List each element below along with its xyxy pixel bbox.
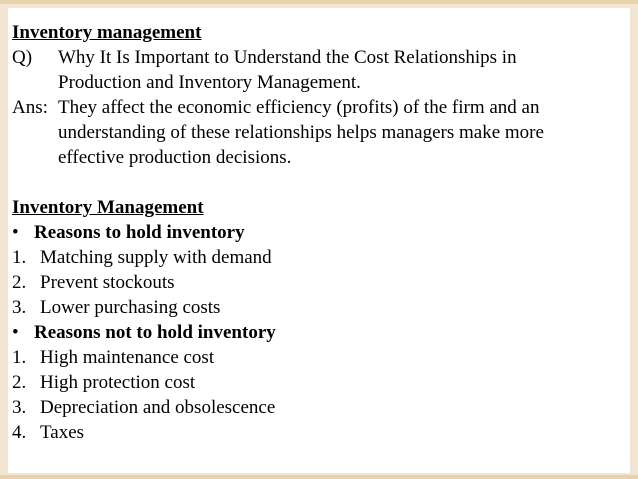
question-line-1: Why It Is Important to Understand the Cost Relationships in	[58, 47, 517, 68]
bullet-reasons-to-hold	[12, 220, 622, 245]
list-item-text: Prevent stockouts	[40, 272, 175, 293]
list-item-text: Taxes	[40, 422, 85, 443]
list-item-number: 3.	[12, 297, 27, 318]
list-item	[12, 370, 622, 395]
heading-inventory-management-2: Inventory Management	[12, 197, 204, 218]
list-item-text: High protection cost	[40, 372, 196, 393]
heading-inventory-management: Inventory management	[12, 22, 202, 43]
list-item-number: 2.	[12, 272, 27, 293]
answer-line-2: understanding of these relationships helps managers make more	[58, 122, 544, 143]
answer-block	[12, 95, 622, 170]
slide	[8, 8, 630, 473]
question-tag: Q)	[12, 47, 33, 68]
list-item-number: 2.	[12, 372, 27, 393]
list-item-number: 4.	[12, 422, 27, 443]
bullet-reasons-not-to-hold-label: Reasons not to hold inventory	[34, 322, 276, 343]
list-item	[12, 295, 622, 320]
list-item-text: Depreciation and obsolescence	[40, 397, 276, 418]
list-item	[12, 345, 622, 370]
list-item-number: 1.	[12, 247, 27, 268]
bullet-reasons-not-to-hold	[12, 320, 622, 345]
bullet-mark: •	[12, 322, 19, 343]
list-item-text: High maintenance cost	[40, 347, 215, 368]
list-item-number: 1.	[12, 347, 27, 368]
question-block	[12, 45, 622, 95]
list-item	[12, 270, 622, 295]
answer-tag: Ans:	[12, 97, 48, 118]
bullet-mark: •	[12, 222, 19, 243]
list-item	[12, 420, 622, 445]
answer-line-3: effective production decisions.	[58, 147, 292, 168]
list-item	[12, 245, 622, 270]
question-line-2: Production and Inventory Management.	[58, 72, 361, 93]
answer-line-1: They affect the economic efficiency (profits) of the firm and an	[58, 97, 540, 118]
list-item-number: 3.	[12, 397, 27, 418]
spacer	[12, 170, 622, 195]
slide-content	[12, 20, 622, 445]
list-item	[12, 395, 622, 420]
bullet-reasons-to-hold-label: Reasons to hold inventory	[34, 222, 245, 243]
list-item-text: Lower purchasing costs	[40, 297, 221, 318]
list-item-text: Matching supply with demand	[40, 247, 272, 268]
